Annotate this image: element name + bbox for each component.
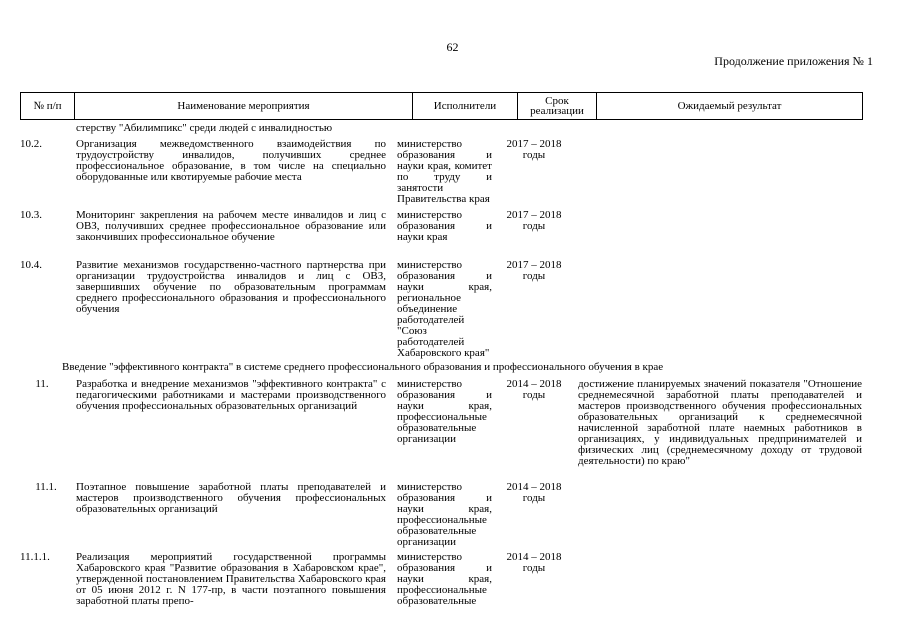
row-executors: министерство образования и науки края, профессиональные образовательные организации: [397, 378, 492, 445]
header-result: Ожидаемый результат: [677, 99, 782, 112]
row-term: 2017 – 2018 годы: [506, 138, 562, 161]
row-number: 11.1.: [35, 481, 57, 493]
row-activity-name: Реализация мероприятий государственной программы Хабаровского края "Развитие образования в Хабаровском крае", утвержденной постановлением Правительства Хабаровского края от 05 июня 2012 г. N 177-пр, в части поэтапного повышения заработной платы препо-: [76, 551, 386, 607]
carry-over-text: стерству "Абилимпикс" среди людей с инвалидностью: [76, 122, 333, 134]
row-activity-name: Разработка и внедрение механизмов "эффективного контракта" с педагогическими работниками и мастерами производственного обучения профессиональных образовательных организаций: [76, 378, 386, 412]
row-number: 11.1.1.: [20, 551, 50, 563]
row-term: 2014 – 2018 годы: [506, 481, 562, 504]
header-term: Срок реализации: [518, 93, 597, 119]
row-term: 2014 – 2018 годы: [506, 551, 562, 574]
page-number: 62: [446, 40, 459, 54]
header-name: Наименование мероприятия: [75, 93, 413, 119]
row-number: 11.: [35, 378, 49, 390]
row-activity-name: Развитие механизмов государственно-частного партнерства при организации трудоустройства инвалидов и лиц с ОВЗ, завершивших обучение по образовательным программам среднего профессионального образования и профессионального обучения: [76, 259, 386, 315]
header-executors: Исполнители: [413, 93, 518, 119]
header-num: № п/п: [21, 93, 75, 119]
appendix-continuation-label: Продолжение приложения № 1: [714, 54, 873, 68]
row-executors: министерство образования и науки края, региональное объединение работодателей "Союз работодателей Хабаровского края": [397, 259, 492, 359]
row-activity-name: Мониторинг закрепления на рабочем месте инвалидов и лиц с ОВЗ, получивших среднее профессиональное образование или закончивших профессиональное обучение: [76, 209, 386, 243]
row-number: 10.3.: [20, 209, 42, 221]
row-term: 2017 – 2018 годы: [506, 259, 562, 282]
row-number: 10.4.: [20, 259, 42, 271]
row-activity-name: Поэтапное повышение заработной платы преподавателей и мастеров производственного обучения профессиональных образовательных организаций: [76, 481, 386, 515]
row-activity-name: Организация межведомственного взаимодействия по трудоустройству инвалидов, получивших среднее профессиональное образование, в том числе на специально оборудованные или квотируемые рабочие места: [76, 138, 386, 183]
row-executors: министерство образования и науки края, профессиональные образовательные: [397, 551, 492, 607]
row-number: 10.2.: [20, 138, 42, 150]
row-executors: министерство образования и науки края: [397, 209, 492, 243]
row-executors: министерство образования и науки края, профессиональные образовательные организации: [397, 481, 492, 548]
row-term: 2014 – 2018 годы: [506, 378, 562, 401]
row-term: 2017 – 2018 годы: [506, 209, 562, 232]
section-title: Введение "эффективного контракта" в системе среднего профессионального образования и профессионального обучения в крае: [62, 361, 664, 373]
row-expected-result: достижение планируемых значений показателя "Отношение среднемесячной заработной платы преподавателей и мастеров производственного обучения профессиональных образовательных организаций к среднемесячной начисленной заработной плате наемных работников в организациях, у индивидуальных предпринимателей и физических лиц (среднемесячному доходу от трудовой деятельности) по краю": [578, 378, 862, 467]
row-executors: министерство образования и науки края, комитет по труду и занятости Правительства края: [397, 138, 492, 205]
table-header: [20, 92, 863, 120]
